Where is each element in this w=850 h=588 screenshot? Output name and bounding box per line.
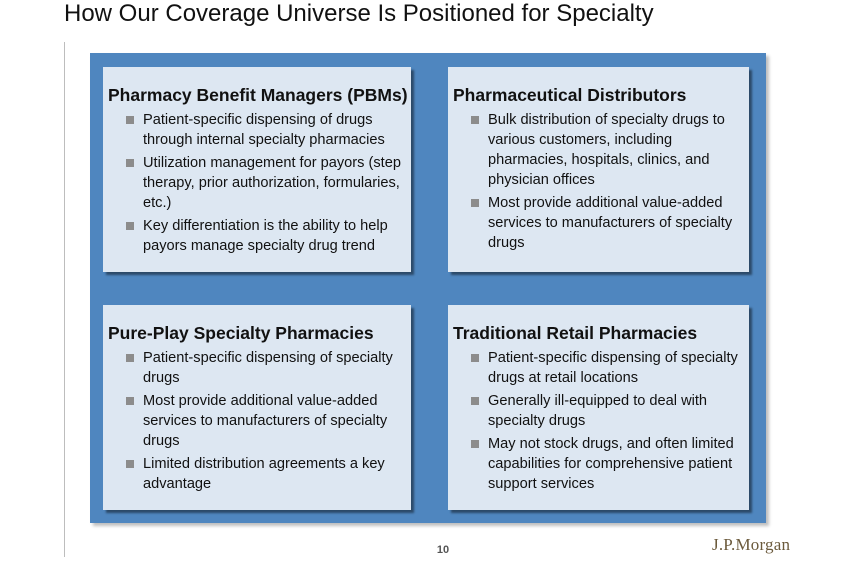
- square-bullet-icon: [471, 397, 479, 405]
- bullet-item: [453, 348, 745, 388]
- card-heading: Pharmaceutical Distributors: [453, 85, 687, 105]
- bullet-item: [108, 110, 407, 150]
- bullet-text: Utilization management for payors (step therapy, prior authorization, formularies, etc.): [143, 155, 401, 211]
- square-bullet-icon: [126, 354, 134, 362]
- card-retail-pharmacies: [448, 305, 749, 510]
- bullet-item: [453, 391, 745, 431]
- bullet-item: [108, 391, 407, 451]
- bullet-item: [108, 454, 407, 494]
- card-distributors: [448, 67, 749, 272]
- bullet-item: [108, 153, 407, 213]
- card-pbm: [103, 67, 411, 272]
- square-bullet-icon: [126, 397, 134, 405]
- square-bullet-icon: [126, 116, 134, 124]
- bullet-text: May not stock drugs, and often limited capabilities for comprehensive patient support services: [488, 436, 734, 492]
- bullet-text: Most provide additional value-added services to manufacturers of specialty drugs: [488, 195, 733, 251]
- square-bullet-icon: [126, 460, 134, 468]
- card-heading: Pure-Play Specialty Pharmacies: [108, 323, 374, 343]
- bullet-item: [108, 216, 407, 256]
- card-heading: Pharmacy Benefit Managers (PBMs): [108, 85, 408, 105]
- square-bullet-icon: [126, 222, 134, 230]
- bullet-item: [453, 193, 745, 253]
- bullet-text: Most provide additional value-added services to manufacturers of specialty drugs: [143, 393, 388, 449]
- slide-title: How Our Coverage Universe Is Positioned for Specialty: [64, 0, 654, 27]
- jpmorgan-logo: J.P.Morgan: [712, 535, 791, 554]
- bullet-text: Patient-specific dispensing of specialty drugs at retail locations: [488, 350, 738, 386]
- square-bullet-icon: [471, 199, 479, 207]
- bullet-text: Patient-specific dispensing of drugs through internal specialty pharmacies: [143, 112, 385, 148]
- bullet-text: Limited distribution agreements a key advantage: [143, 456, 385, 492]
- bullet-text: Bulk distribution of specialty drugs to various customers, including pharmacies, hospitals, clinics, and physician offices: [488, 112, 725, 188]
- square-bullet-icon: [471, 354, 479, 362]
- page-number: 10: [436, 544, 450, 556]
- bullet-list: [453, 110, 745, 253]
- card-specialty-pharmacies: [103, 305, 411, 510]
- square-bullet-icon: [126, 159, 134, 167]
- bullet-list: [108, 348, 407, 494]
- bullet-list: [108, 110, 407, 256]
- bullet-list: [453, 348, 745, 494]
- left-divider: [64, 42, 65, 557]
- bullet-item: [453, 110, 745, 190]
- bullet-item: [108, 348, 407, 388]
- bullet-text: Generally ill-equipped to deal with specialty drugs: [488, 393, 708, 429]
- square-bullet-icon: [471, 440, 479, 448]
- card-heading: Traditional Retail Pharmacies: [453, 323, 698, 343]
- bullet-text: Key differentiation is the ability to help payors manage specialty drug trend: [143, 218, 388, 254]
- bullet-text: Patient-specific dispensing of specialty drugs: [143, 350, 393, 386]
- bullet-item: [453, 434, 745, 494]
- square-bullet-icon: [471, 116, 479, 124]
